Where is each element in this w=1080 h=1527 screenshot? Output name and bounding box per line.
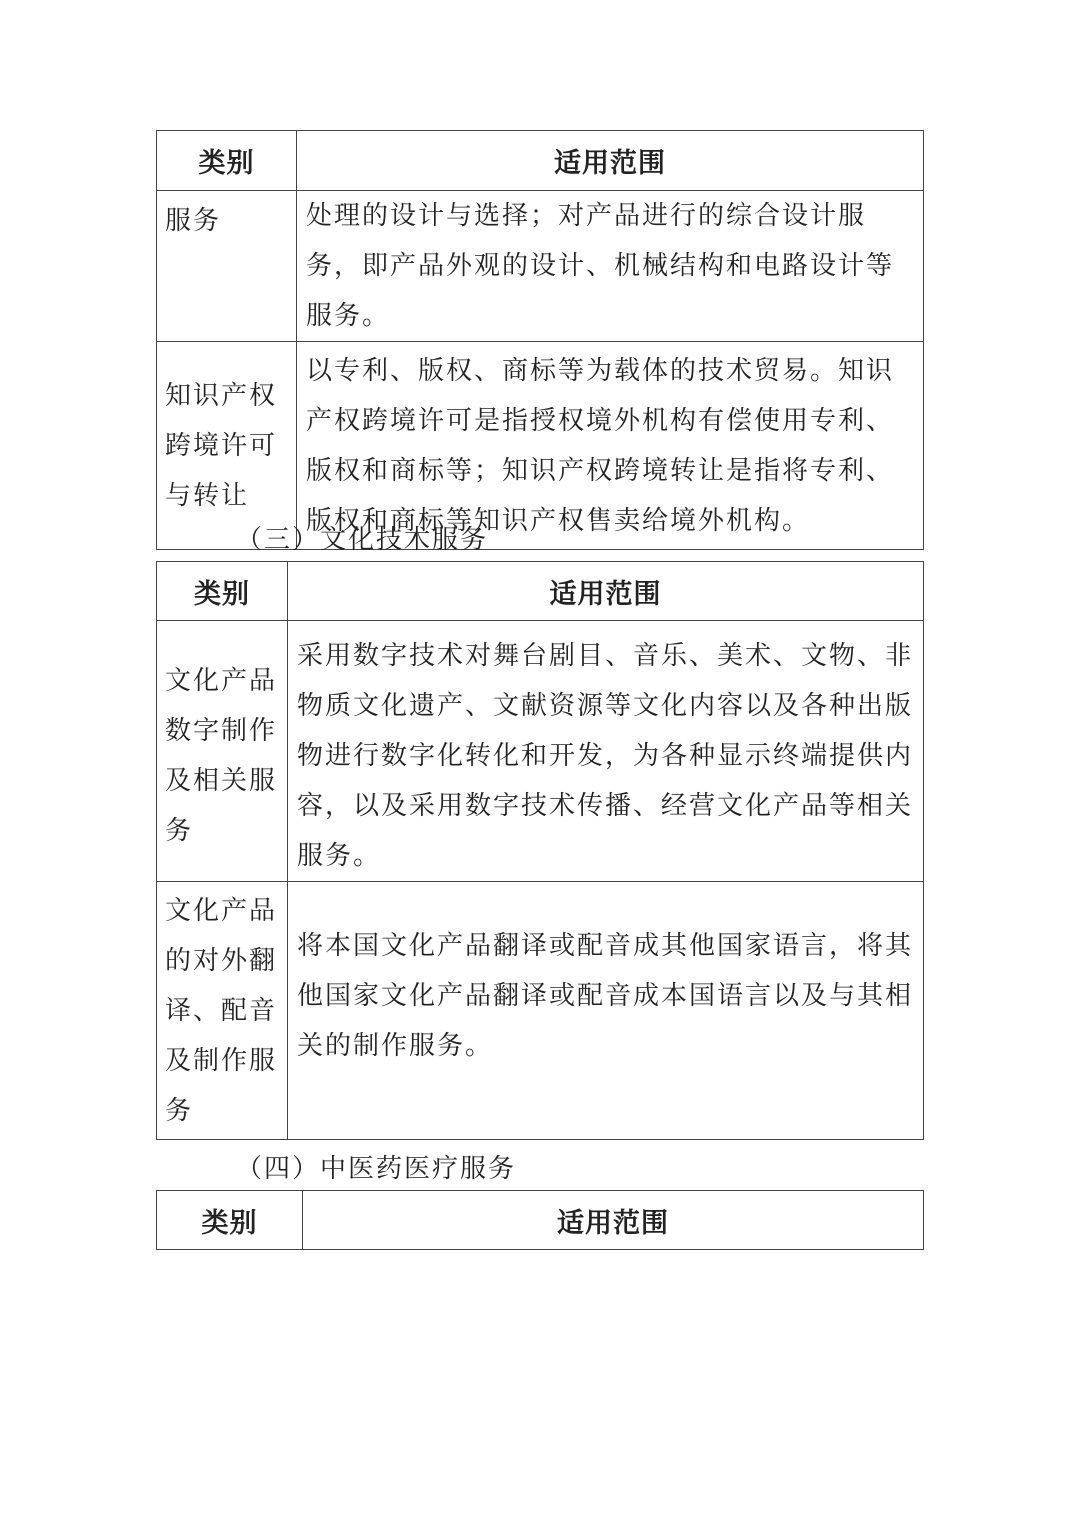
row-category: 文化产品数字制作及相关服务 xyxy=(157,621,288,882)
row-scope: 将本国文化产品翻译或配音成其他国家语言，将其他国家文化产品翻译或配音成本国语言以及与其相关的制作服务。 xyxy=(288,882,924,1140)
table-cultural-tech-services xyxy=(156,561,924,1140)
section-heading-tcm-services: （四）中医药医疗服务 xyxy=(236,1154,517,1184)
table-tech-services xyxy=(156,130,924,550)
table-row xyxy=(157,882,924,1140)
table-header-row xyxy=(157,562,924,621)
column-header-scope: 适用范围 xyxy=(288,562,924,621)
table-row xyxy=(157,621,924,882)
column-header-scope: 适用范围 xyxy=(303,1191,924,1250)
row-category: 文化产品的对外翻译、配音及制作服务 xyxy=(157,882,288,1140)
row-scope: 处理的设计与选择；对产品进行的综合设计服务，即产品外观的设计、机械结构和电路设计等服务。 xyxy=(297,191,924,342)
column-header-category: 类别 xyxy=(157,562,288,621)
section-heading-cultural-tech: （三）文化技术服务 xyxy=(236,525,489,555)
row-category: 服务 xyxy=(157,191,297,342)
table-row xyxy=(157,342,924,550)
column-header-scope: 适用范围 xyxy=(297,131,924,191)
table-tcm-services xyxy=(156,1190,924,1250)
row-scope: 以专利、版权、商标等为载体的技术贸易。知识产权跨境许可是指授权境外机构有偿使用专利、版权和商标等；知识产权跨境转让是指将专利、版权和商标等知识产权售卖给境外机构。 xyxy=(297,342,924,550)
table-row xyxy=(157,191,924,342)
table-header-row xyxy=(157,131,924,191)
column-header-category: 类别 xyxy=(157,131,297,191)
row-scope: 采用数字技术对舞台剧目、音乐、美术、文物、非物质文化遗产、文献资源等文化内容以及各种出版物进行数字化转化和开发，为各种显示终端提供内容，以及采用数字技术传播、经营文化产品等相关服务。 xyxy=(288,621,924,882)
column-header-category: 类别 xyxy=(157,1191,303,1250)
row-category: 知识产权跨境许可与转让 xyxy=(157,342,297,550)
table-header-row xyxy=(157,1191,924,1250)
